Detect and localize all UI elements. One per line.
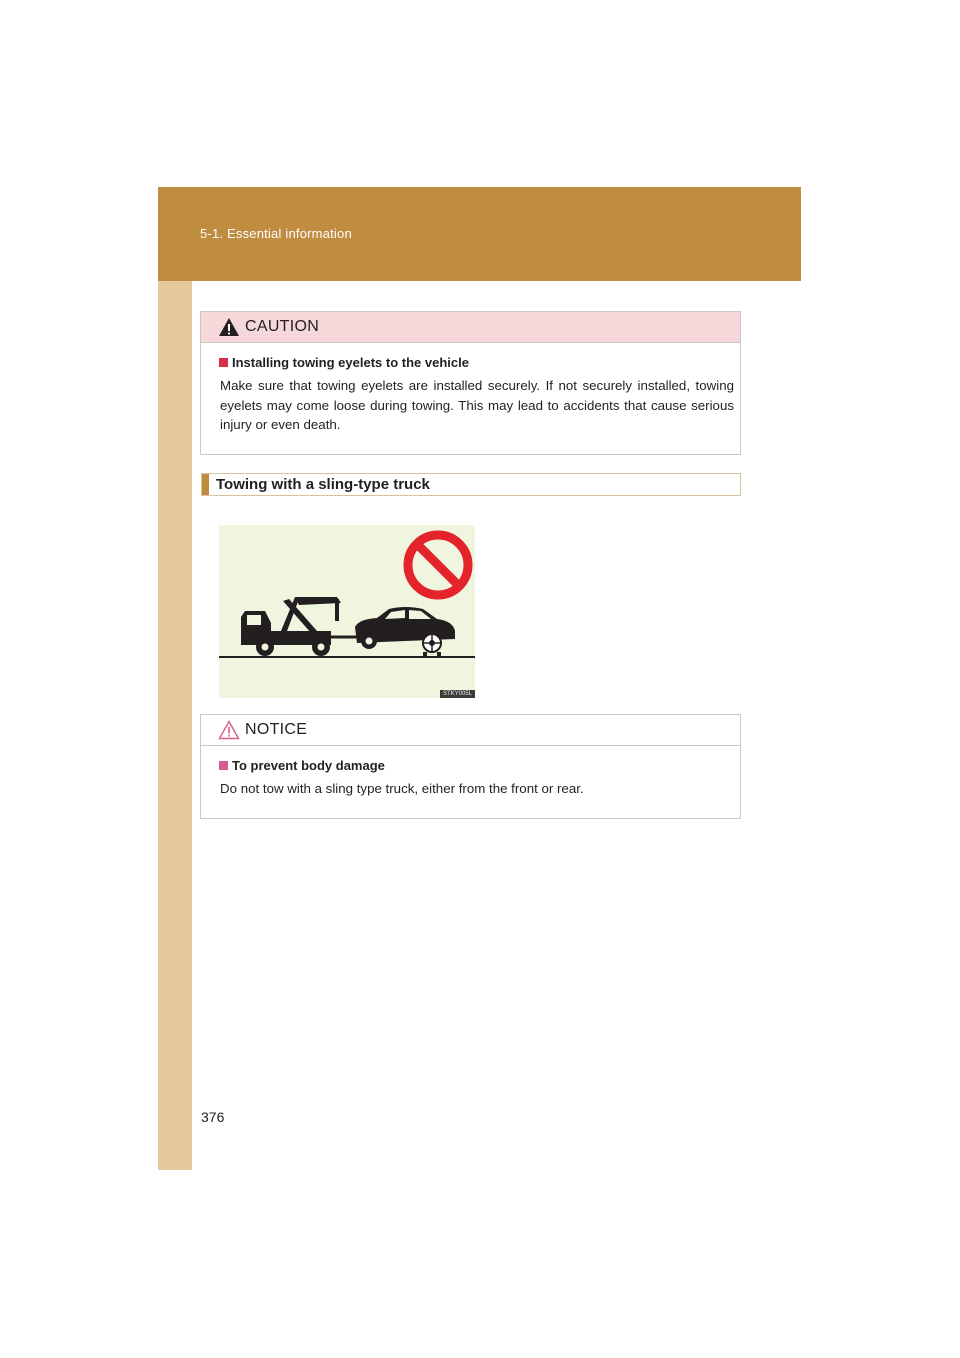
caution-body bbox=[201, 343, 740, 435]
heading-accent-bar bbox=[202, 474, 209, 495]
page-number: 376 bbox=[201, 1109, 225, 1125]
page-header bbox=[158, 187, 801, 281]
caution-text: Make sure that towing eyelets are installed securely. If not securely installed, towing eyelets may come loose during towing. This may lead to accidents that cause serious injury or even death. bbox=[220, 378, 734, 432]
side-band bbox=[158, 281, 192, 1170]
bullet-square-icon bbox=[219, 358, 228, 367]
notice-title: NOTICE bbox=[245, 721, 308, 738]
car-icon bbox=[355, 607, 455, 657]
notice-text: Do not tow with a sling type truck, either from the front or rear. bbox=[220, 781, 584, 796]
figure-code: STKY005L bbox=[440, 690, 475, 698]
bullet-square-icon bbox=[219, 761, 228, 770]
notice-item-heading bbox=[219, 758, 734, 773]
warning-triangle-icon bbox=[218, 317, 240, 337]
caution-box bbox=[200, 311, 741, 455]
tow-truck-illustration bbox=[219, 525, 475, 698]
warning-triangle-outline-icon bbox=[218, 720, 240, 740]
tow-truck-icon bbox=[241, 597, 359, 656]
notice-box bbox=[200, 714, 741, 819]
subsection-heading bbox=[201, 473, 741, 496]
caution-item-heading-text: Installing towing eyelets to the vehicle bbox=[232, 355, 469, 370]
notice-item-heading-text: To prevent body damage bbox=[232, 758, 385, 773]
prohibition-sign-icon bbox=[408, 535, 468, 595]
notice-body bbox=[201, 746, 740, 799]
notice-header bbox=[201, 715, 740, 746]
section-title: 5-1. Essential information bbox=[200, 226, 352, 241]
caution-title: CAUTION bbox=[245, 318, 320, 335]
caution-header bbox=[201, 312, 740, 343]
subsection-heading-text: Towing with a sling-type truck bbox=[216, 476, 430, 493]
caution-item-heading bbox=[219, 355, 734, 370]
sling-truck-graphic bbox=[219, 525, 475, 698]
